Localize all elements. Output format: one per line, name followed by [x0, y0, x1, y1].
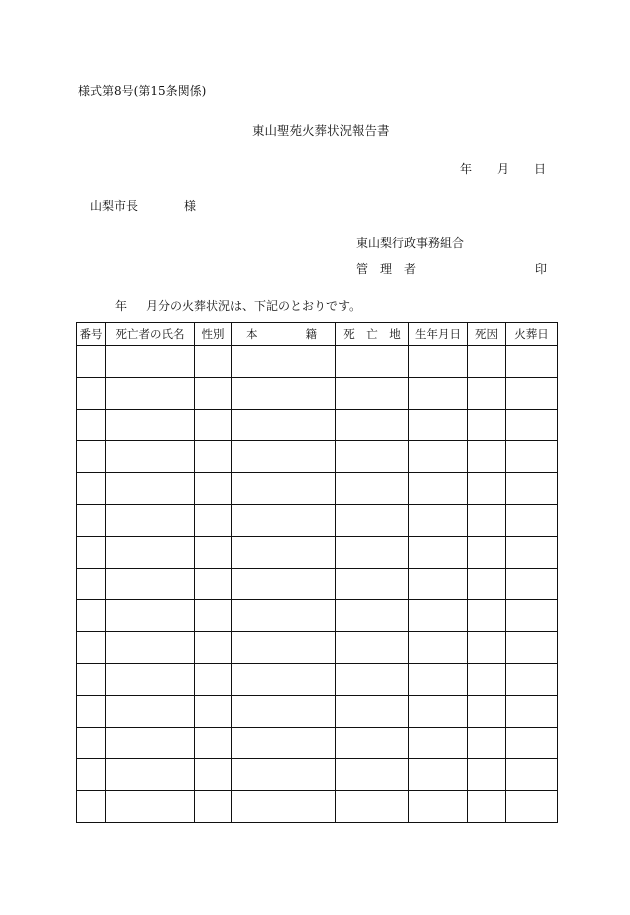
header-number: 番号 [77, 323, 106, 346]
cell-cause [468, 377, 506, 409]
cell-birth-date [409, 473, 468, 505]
cell-birth-date [409, 346, 468, 378]
cell-birth-date [409, 632, 468, 664]
cell-cause [468, 759, 506, 791]
cell-name [106, 504, 195, 536]
header-honseki [232, 323, 336, 346]
table-body [77, 346, 558, 823]
table-row [77, 791, 558, 823]
cell-birth-date [409, 504, 468, 536]
table-row [77, 759, 558, 791]
cell-cremation-date [506, 568, 558, 600]
table-row [77, 473, 558, 505]
cell-cremation-date [506, 600, 558, 632]
cell-cause [468, 346, 506, 378]
cell-number [77, 568, 106, 600]
cell-gender [195, 377, 232, 409]
cell-death-place [336, 727, 409, 759]
cell-gender [195, 536, 232, 568]
cell-gender [195, 346, 232, 378]
header-honseki-char-2: 籍 [305, 327, 317, 341]
cell-death-place [336, 632, 409, 664]
cell-name [106, 536, 195, 568]
sender-manager: 管 理 者 [356, 262, 417, 276]
header-death-place: 死 亡 地 [336, 323, 409, 346]
cell-cremation-date [506, 727, 558, 759]
table-row [77, 600, 558, 632]
cell-name [106, 377, 195, 409]
table-row [77, 695, 558, 727]
cell-cause [468, 600, 506, 632]
cell-cremation-date [506, 663, 558, 695]
cell-death-place [336, 441, 409, 473]
cell-birth-date [409, 695, 468, 727]
cell-death-place [336, 536, 409, 568]
date-month-label: 月 [497, 162, 510, 176]
cell-cause [468, 791, 506, 823]
cell-cause [468, 409, 506, 441]
cell-gender [195, 727, 232, 759]
date-year-label: 年 [460, 162, 473, 176]
table-row [77, 727, 558, 759]
cell-death-place [336, 695, 409, 727]
cell-number [77, 791, 106, 823]
cell-gender [195, 759, 232, 791]
cell-death-place [336, 568, 409, 600]
cell-number [77, 663, 106, 695]
cell-cause [468, 663, 506, 695]
cell-death-place [336, 791, 409, 823]
cell-gender [195, 504, 232, 536]
cell-birth-date [409, 568, 468, 600]
cell-gender [195, 632, 232, 664]
cell-honseki [232, 441, 336, 473]
cell-gender [195, 409, 232, 441]
header-cause: 死因 [468, 323, 506, 346]
cell-number [77, 346, 106, 378]
cell-name [106, 441, 195, 473]
cell-cremation-date [506, 441, 558, 473]
cell-cremation-date [506, 759, 558, 791]
cell-cremation-date [506, 791, 558, 823]
cell-name [106, 568, 195, 600]
cell-honseki [232, 409, 336, 441]
table-row [77, 504, 558, 536]
cell-birth-date [409, 663, 468, 695]
cell-cremation-date [506, 346, 558, 378]
table-row [77, 346, 558, 378]
cell-cause [468, 568, 506, 600]
cell-birth-date [409, 377, 468, 409]
header-name: 死亡者の氏名 [106, 323, 195, 346]
cell-number [77, 409, 106, 441]
document-title: 東山聖苑火葬状況報告書 [252, 123, 390, 138]
cell-name [106, 759, 195, 791]
cell-honseki [232, 473, 336, 505]
cell-honseki [232, 727, 336, 759]
cell-birth-date [409, 727, 468, 759]
cell-death-place [336, 473, 409, 505]
intro-text: 月分の火葬状況は、下記のとおりです。 [146, 299, 362, 313]
cell-number [77, 727, 106, 759]
cell-honseki [232, 600, 336, 632]
cell-number [77, 441, 106, 473]
cremation-report-table [76, 322, 558, 823]
table-row [77, 632, 558, 664]
table-row [77, 409, 558, 441]
cell-death-place [336, 663, 409, 695]
cell-gender [195, 473, 232, 505]
addressee-honorific: 様 [184, 199, 197, 213]
table-row [77, 568, 558, 600]
cell-birth-date [409, 409, 468, 441]
cell-birth-date [409, 759, 468, 791]
cell-cause [468, 536, 506, 568]
intro-year-label: 年 [115, 299, 128, 313]
cell-cremation-date [506, 504, 558, 536]
cell-number [77, 473, 106, 505]
cell-honseki [232, 504, 336, 536]
cell-gender [195, 568, 232, 600]
cell-cause [468, 473, 506, 505]
cell-cause [468, 695, 506, 727]
cell-honseki [232, 791, 336, 823]
cell-cause [468, 632, 506, 664]
cell-birth-date [409, 791, 468, 823]
cell-honseki [232, 663, 336, 695]
cell-name [106, 473, 195, 505]
cell-gender [195, 600, 232, 632]
cell-birth-date [409, 441, 468, 473]
cell-cremation-date [506, 695, 558, 727]
cell-honseki [232, 536, 336, 568]
cell-honseki [232, 346, 336, 378]
cell-death-place [336, 600, 409, 632]
cell-cause [468, 441, 506, 473]
cell-cremation-date [506, 409, 558, 441]
cell-cremation-date [506, 473, 558, 505]
cell-birth-date [409, 600, 468, 632]
table-row [77, 536, 558, 568]
cell-number [77, 600, 106, 632]
header-gender: 性別 [195, 323, 232, 346]
cell-cause [468, 504, 506, 536]
cell-death-place [336, 346, 409, 378]
cell-gender [195, 663, 232, 695]
cell-cremation-date [506, 377, 558, 409]
table-row [77, 663, 558, 695]
cell-honseki [232, 632, 336, 664]
table-row [77, 377, 558, 409]
header-birth-date: 生年月日 [409, 323, 468, 346]
cell-number [77, 536, 106, 568]
header-honseki-char-1: 本 [246, 327, 258, 341]
cell-name [106, 600, 195, 632]
date-day-label: 日 [534, 162, 547, 176]
cell-name [106, 791, 195, 823]
cell-honseki [232, 568, 336, 600]
cell-name [106, 695, 195, 727]
cell-gender [195, 441, 232, 473]
cell-number [77, 504, 106, 536]
cell-honseki [232, 759, 336, 791]
table-row [77, 441, 558, 473]
header-cremation-date: 火葬日 [506, 323, 558, 346]
cell-birth-date [409, 536, 468, 568]
cell-number [77, 695, 106, 727]
form-number: 様式第8号(第15条関係) [78, 84, 207, 98]
cell-gender [195, 791, 232, 823]
cell-cause [468, 727, 506, 759]
cell-death-place [336, 759, 409, 791]
cell-honseki [232, 377, 336, 409]
cell-name [106, 632, 195, 664]
cell-gender [195, 695, 232, 727]
cell-cremation-date [506, 536, 558, 568]
addressee-name: 山梨市長 [90, 199, 139, 213]
cell-number [77, 759, 106, 791]
cell-honseki [232, 695, 336, 727]
cell-number [77, 632, 106, 664]
cell-name [106, 727, 195, 759]
cell-name [106, 409, 195, 441]
cell-death-place [336, 409, 409, 441]
cell-death-place [336, 377, 409, 409]
table-header-row [77, 323, 558, 346]
seal-mark: 印 [535, 262, 548, 276]
cell-name [106, 663, 195, 695]
cell-death-place [336, 504, 409, 536]
sender-organization: 東山梨行政事務組合 [356, 236, 465, 250]
cell-name [106, 346, 195, 378]
cell-number [77, 377, 106, 409]
cell-cremation-date [506, 632, 558, 664]
